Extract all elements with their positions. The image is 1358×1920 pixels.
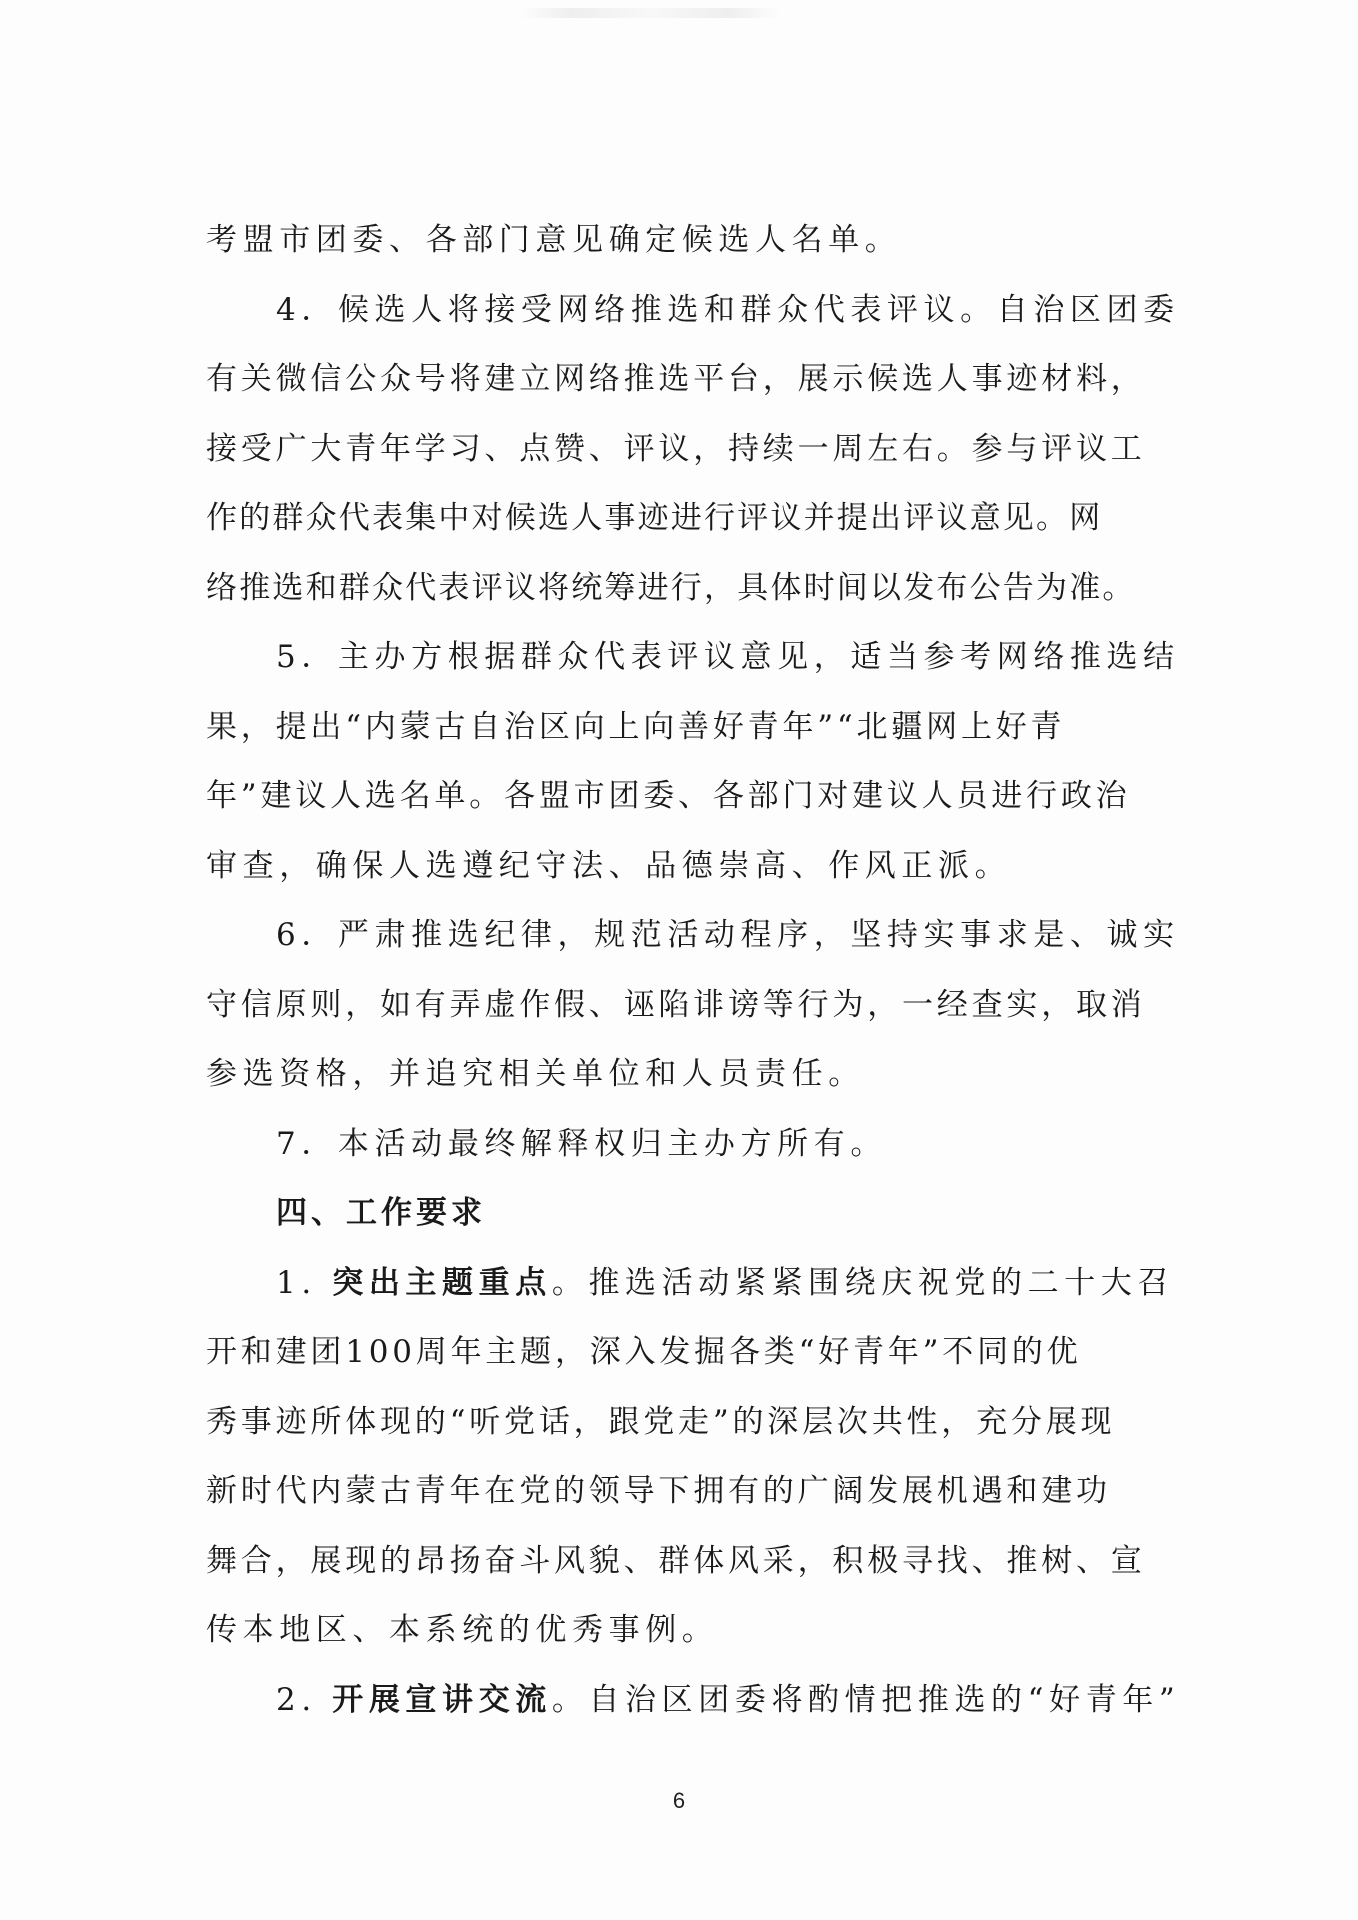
- text-line: 年”建议人选名单。各盟市团委、各部门对建议人员进行政治: [206, 778, 1131, 814]
- text-line: 考盟市团委、各部门意见确定候选人名单。: [206, 222, 902, 258]
- text-line: 舞合，展现的昂扬奋斗风貌、群体风采，积极寻找、推树、宣: [206, 1542, 1146, 1579]
- text-line: 守信原则，如有弄虚作假、诬陷诽谤等行为，一经查实，取消: [206, 986, 1146, 1023]
- document-body: [206, 206, 1181, 1735]
- text-line: [206, 1666, 1181, 1736]
- text-line: [206, 1249, 1175, 1319]
- text-line: 果，提出“内蒙古自治区向上向善好青年”“北疆网上好青: [206, 708, 1066, 745]
- text-line: 传本地区、本系统的优秀事例。: [206, 1612, 719, 1648]
- text-line: 审查，确保人选遵纪守法、品德崇高、作风正派。: [206, 847, 1012, 884]
- item-lead-bold: 开展宣讲交流: [332, 1681, 552, 1718]
- text-line: 6．严肃推选纪律，规范活动程序，坚持实事求是、诚实: [276, 917, 1180, 953]
- item-text: 。推选活动紧紧围绕庆祝党的二十大召: [551, 1264, 1175, 1301]
- text-line: 接受广大青年学习、点赞、评议，持续一周左右。参与评议工: [206, 430, 1146, 467]
- text-line: 开和建团100周年主题，深入发掘各类“好青年”不同的优: [206, 1334, 1082, 1370]
- text-line: 络推选和群众代表评议将统筹进行，具体时间以发布公告为准。: [206, 569, 1136, 606]
- text-line: 7．本活动最终解释权归主办方所有。: [276, 1125, 887, 1162]
- section-heading: 四、工作要求: [276, 1195, 486, 1231]
- page-number: 6: [672, 1788, 686, 1813]
- text-line: 新时代内蒙古青年在党的领导下拥有的广阔发展机遇和建功: [206, 1473, 1111, 1509]
- item-text: 。自治区团委将酌情把推选的“好青年”: [551, 1681, 1181, 1718]
- text-line: 参选资格，并追究相关单位和人员责任。: [206, 1056, 865, 1092]
- item-lead-bold: 突出主题重点: [332, 1264, 552, 1301]
- item-number: 2.: [276, 1681, 333, 1718]
- text-line: 有关微信公众号将建立网络推选平台，展示候选人事迹材料，: [206, 361, 1146, 397]
- text-line: 秀事迹所体现的“听党话，跟党走”的深层次共性，充分展现: [206, 1403, 1116, 1440]
- text-line: 5．主办方根据群众代表评议意见，适当参考网络推选结: [276, 639, 1180, 675]
- scan-artifact: [520, 8, 780, 18]
- text-line: 作的群众代表集中对候选人事迹进行评议并提出评议意见。网: [206, 500, 1103, 536]
- text-line: 4．候选人将接受网络推选和群众代表评议。自治区团委: [276, 291, 1180, 328]
- item-number: 1.: [276, 1264, 333, 1301]
